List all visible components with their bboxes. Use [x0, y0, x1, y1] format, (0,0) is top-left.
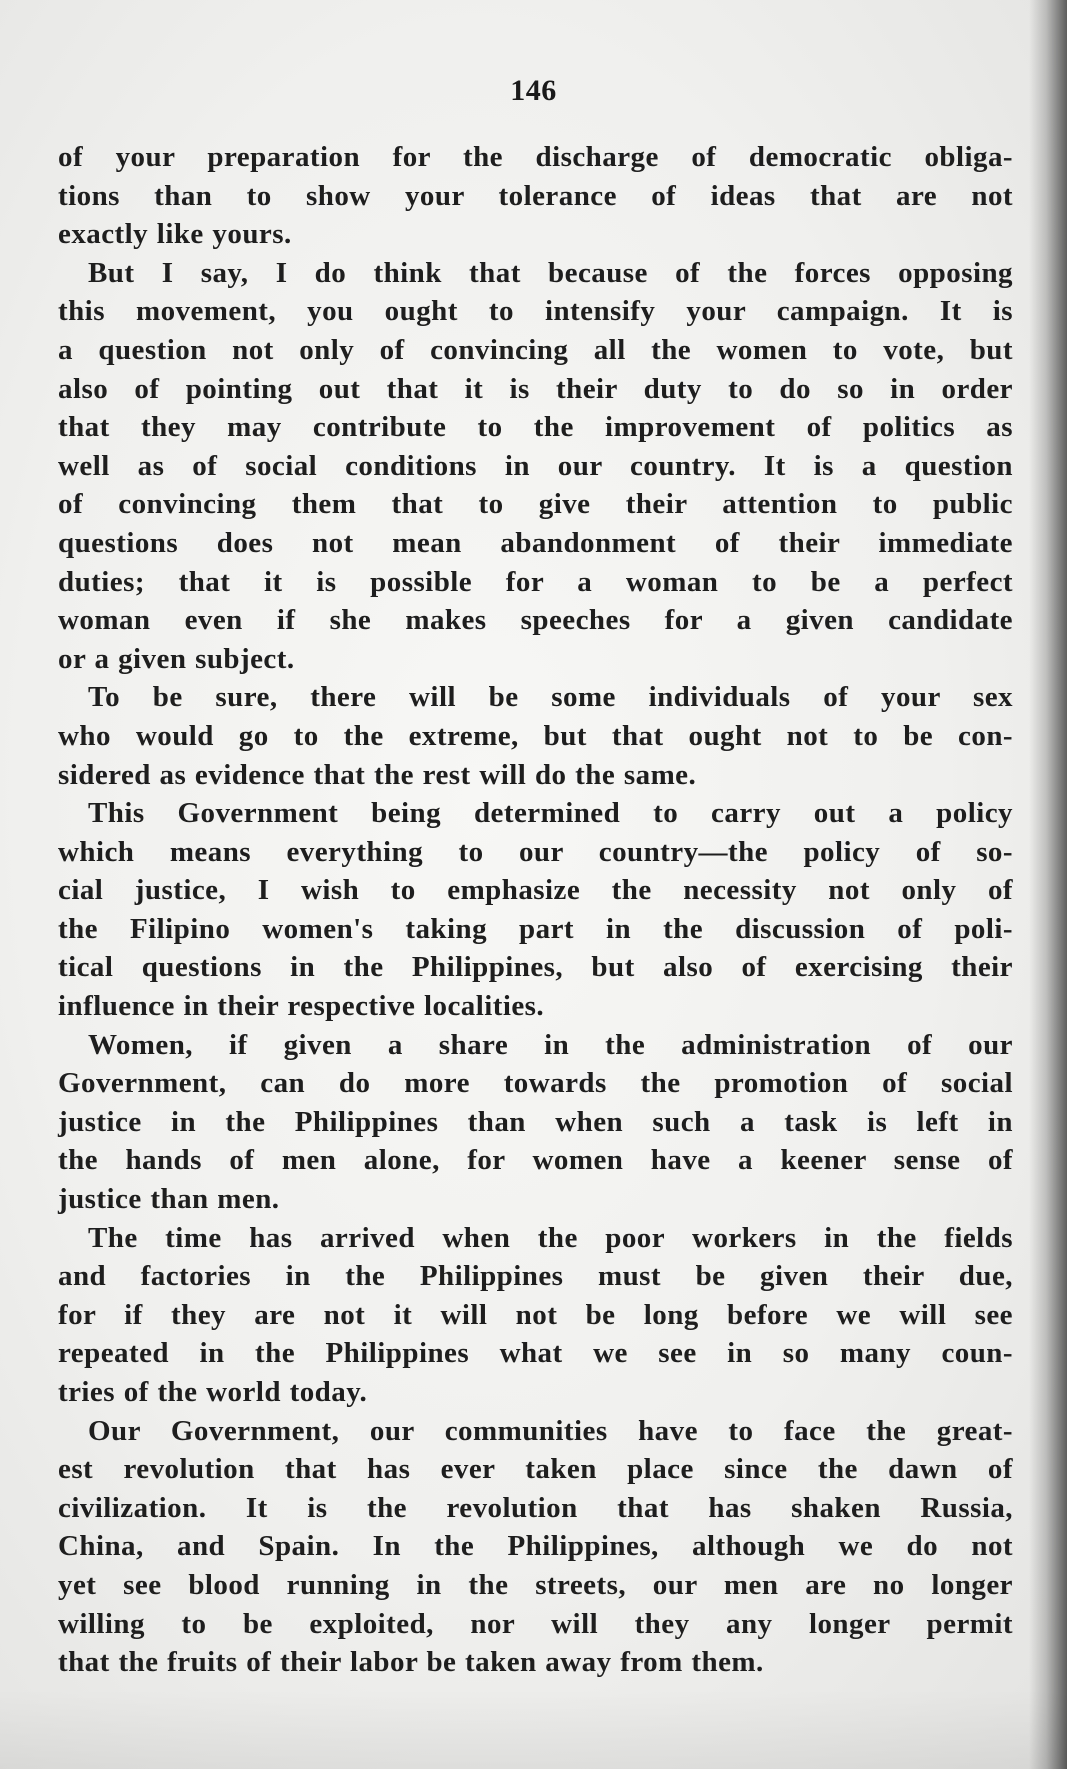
paragraph — [58, 138, 1013, 254]
text-line: est revolution that has ever taken place since the dawn of — [58, 1453, 1013, 1486]
text-line: repeated in the Philippines what we see in so many coun- — [58, 1337, 1013, 1370]
text-line: tical questions in the Philippines, but also of exercising their — [58, 951, 1013, 984]
text-line: well as of social conditions in our country. It is a question — [58, 449, 1013, 482]
text-line: yet see blood running in the streets, our men are no longer — [58, 1568, 1013, 1601]
text-line: influence in their respective localities. — [58, 990, 545, 1023]
page-edge-shadow — [1029, 0, 1067, 1769]
paragraph — [58, 1026, 1013, 1219]
text-line: questions does not mean abandonment of their immediate — [58, 526, 1013, 559]
paragraph — [58, 1219, 1013, 1412]
text-line: But I say, I do think that because of the forces opposing — [88, 256, 1013, 289]
text-line: or a given subject. — [58, 642, 295, 675]
text-line: To be sure, there will be some individuals of your sex — [88, 681, 1013, 714]
text-line: tions than to show your tolerance of ideas that are not — [58, 179, 1013, 212]
body-text — [58, 138, 1013, 1682]
text-line: willing to be exploited, nor will they any longer permit — [58, 1607, 1013, 1640]
text-line: justice in the Philippines than when such a task is left in — [58, 1105, 1013, 1138]
text-line: this movement, you ought to intensify your campaign. It is — [58, 295, 1013, 328]
text-line: that the fruits of their labor be taken away from them. — [58, 1646, 764, 1679]
text-line: The time has arrived when the poor workers in the fields — [88, 1221, 1013, 1254]
text-line: duties; that it is possible for a woman to be a perfect — [58, 565, 1013, 598]
text-line: Our Government, our communities have to face the great- — [88, 1414, 1013, 1447]
text-line: for if they are not it will not be long before we will see — [58, 1298, 1013, 1331]
text-line: China, and Spain. In the Philippines, although we do not — [58, 1530, 1013, 1563]
text-line: woman even if she makes speeches for a given candidate — [58, 604, 1013, 637]
paragraph — [58, 254, 1013, 679]
text-line: This Government being determined to carry out a policy — [88, 797, 1013, 830]
text-line: who would go to the extreme, but that ought not to be con- — [58, 719, 1013, 752]
paragraph — [58, 678, 1013, 794]
text-line: cial justice, I wish to emphasize the necessity not only of — [58, 874, 1013, 907]
text-line: justice than men. — [58, 1183, 280, 1216]
text-line: a question not only of convincing all the women to vote, but — [58, 333, 1013, 366]
text-line: and factories in the Philippines must be given their due, — [58, 1260, 1013, 1293]
text-line: civilization. It is the revolution that has shaken Russia, — [58, 1491, 1013, 1524]
text-line: tries of the world today. — [58, 1376, 368, 1408]
text-line: also of pointing out that it is their duty to do so in order — [58, 372, 1013, 405]
page-bottom-shade — [0, 1689, 1067, 1769]
text-line: exactly like yours. — [58, 218, 292, 251]
paragraph — [58, 1412, 1013, 1682]
text-line: Government, can do more towards the promotion of social — [58, 1067, 1013, 1100]
text-line: of your preparation for the discharge of democratic obliga- — [58, 141, 1013, 173]
text-line: the Filipino women's taking part in the discussion of poli- — [58, 912, 1013, 945]
text-line: that they may contribute to the improvement of politics as — [58, 411, 1013, 444]
paragraph — [58, 794, 1013, 1026]
text-line: the hands of men alone, for women have a keener sense of — [58, 1144, 1013, 1177]
text-line: Women, if given a share in the administration of our — [88, 1028, 1013, 1061]
text-line: sidered as evidence that the rest will do the same. — [58, 758, 697, 791]
text-line: which means everything to our country—the policy of so- — [58, 835, 1013, 868]
page-number: 146 — [510, 74, 557, 107]
text-line: of convincing them that to give their attention to public — [58, 488, 1013, 521]
